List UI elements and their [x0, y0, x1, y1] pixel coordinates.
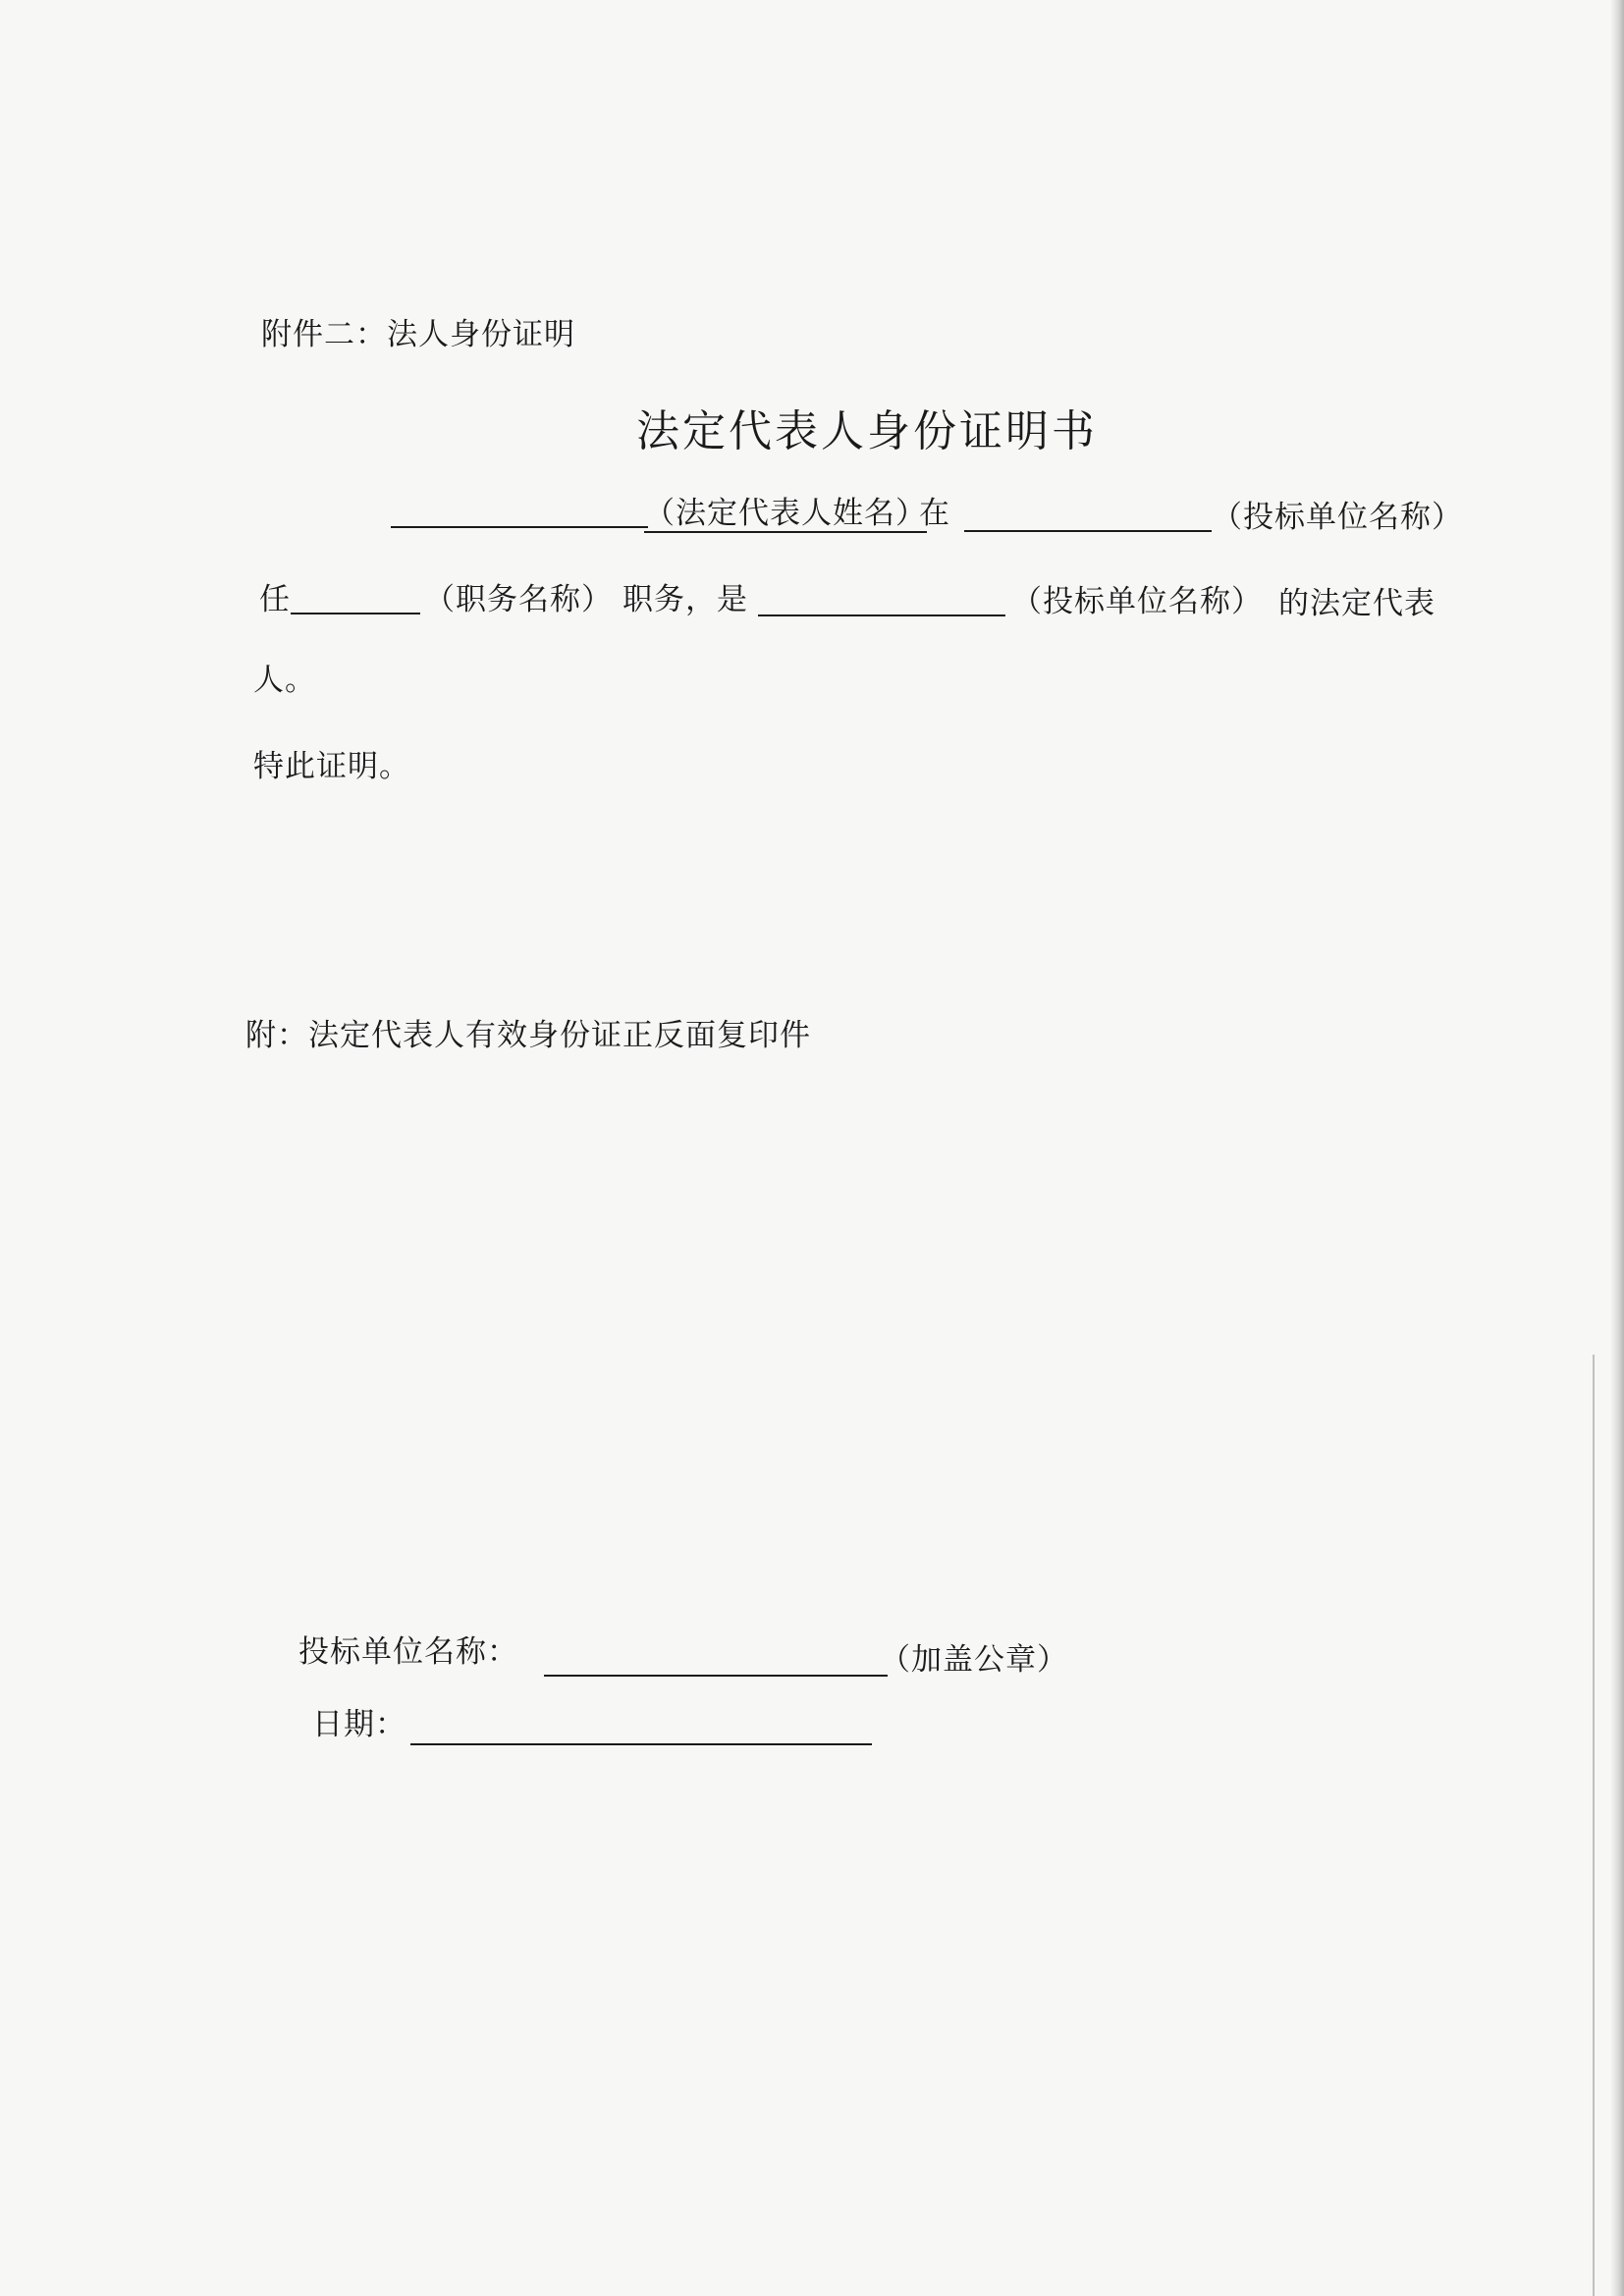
word-position-is: 职务，是 — [623, 582, 748, 617]
legal-rep-name-hint: （法定代表人姓名） — [644, 496, 927, 531]
certify-text: 特此证明。 — [253, 749, 410, 784]
word-at: 在 — [919, 496, 950, 531]
scan-edge-shadow — [1610, 0, 1624, 2296]
bidder-name-blank-2 — [758, 614, 1005, 616]
bidder-name-hint-1: （投标单位名称） — [1212, 500, 1463, 535]
bidder-name-blank-1 — [964, 530, 1212, 532]
date-label: 日期： — [312, 1707, 406, 1742]
date-blank — [410, 1743, 872, 1745]
legal-rep-name-blank — [391, 526, 648, 528]
bidder-signature-label: 投标单位名称： — [298, 1634, 518, 1670]
appendix-text: 附：法定代表人有效身份证正反面复印件 — [245, 1018, 811, 1053]
line-3-text: 人。 — [253, 663, 316, 698]
seal-hint: （加盖公章） — [880, 1642, 1068, 1678]
attachment-label: 附件二：法人身份证明 — [261, 317, 575, 352]
page-title: 法定代表人身份证明书 — [636, 406, 1098, 456]
position-blank — [291, 613, 420, 614]
position-hint: （职务名称） — [424, 582, 613, 617]
scan-edge-line — [1593, 1355, 1595, 2296]
bidder-name-hint-2: （投标单位名称） — [1011, 584, 1263, 619]
word-legal-rep: 的法定代表 — [1278, 586, 1435, 621]
bidder-signature-blank — [544, 1675, 888, 1677]
word-serve: 任 — [259, 582, 291, 617]
